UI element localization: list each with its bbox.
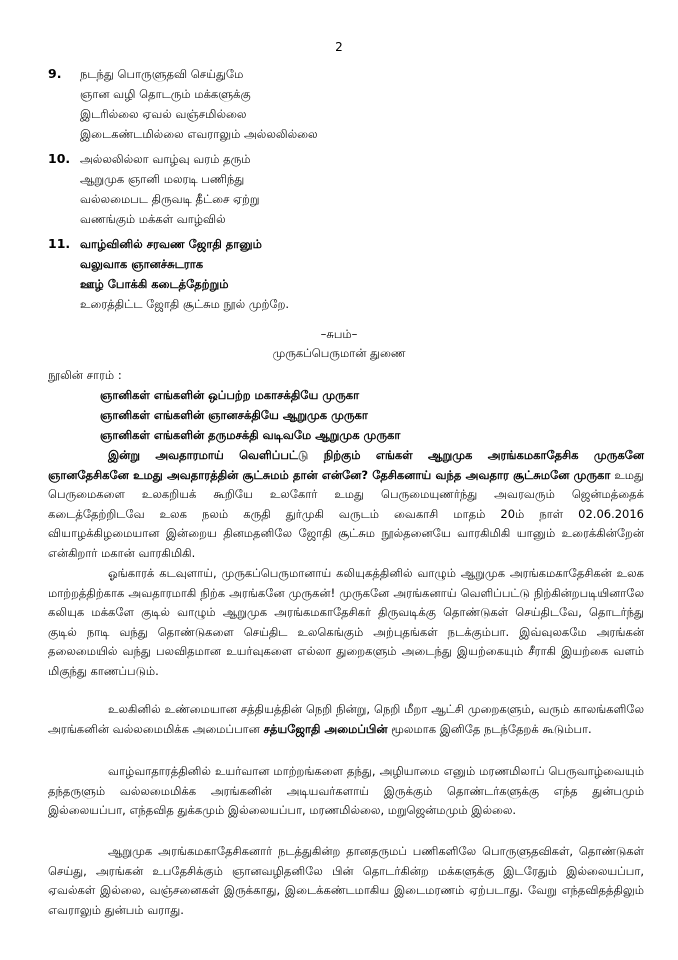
verse-line: ஞான வழி தொடரும் மக்களுக்கு xyxy=(80,87,251,101)
verse-line: அல்லலில்லா வாழ்வு வரம் தரும் xyxy=(80,152,251,166)
paragraph-4-text: வாழ்வாதாரத்தினில் உயர்வான மாற்றங்களை தந்து, அழியாமை எனும் மரணமிலாப் பெருவாழ்வையும் தந்தருளும் வல்லமைமிக்க அரங்கனின் அடியவர்களாய் இருக்கும் தொண்டர்களுக்கு எந்த துன்பமும் இல்லையப்பா, எந்தவித துக்கமும் இல்லையப்பா, மரணமில்லை, மறுஜென்மமும் இல்லை. xyxy=(48,764,644,818)
paragraph-5 xyxy=(48,842,644,920)
blessing-line: முருகப்பெருமான் துணை xyxy=(272,346,406,360)
summary-bold-line: ஞானிகள் எங்களின் தருமசக்தி வடிவமே ஆறுமுக முருகா xyxy=(100,428,401,442)
paragraph-3-before: உலகினில் உண்மையான சத்தியத்தின் நெறி நின்று, நெறி மீறா ஆட்சி முறைகளும், வரும் காலங்களிலே அரங்கனின் வல்லமைமிக்க அமைப்பான xyxy=(48,702,644,736)
summary-bold-line: ஞானிகள் எங்களின் ஞானசக்தியே ஆறுமுக முருகா xyxy=(100,408,368,422)
verse-number: 10. xyxy=(48,151,71,166)
verse-number: 9. xyxy=(48,66,62,81)
paragraph-2-text: ஓங்காரக் கடவுளாய், முருகப்பெருமானாய் கலியுகத்தினில் வாழும் ஆறுமுக அரங்கமகாதேசிகன் உலக மாற்றத்திற்காக அவதாரமாகி நிற்க அரங்கனே முருகன்! முருகனே அரங்கனாய் வெளிப்பட்டு நிற்கின்றபடியினாலே கலியுக மக்களே குடில் வாழும் ஆறுமுக அரங்கமகாதேசிகர் திருவடிக்கு தொண்டுகள் செய்திடவே, தொடர்ந்து குடில் நாடி வந்து தொண்டுகளை செய்திட உலகெங்கும் அற்புதங்கள் நடக்கும்பா. இவ்வுலகமே அரங்கன் தலைமையில் வந்து பலவிதமான உயர்வுகளை எல்லா துறைகளும் அடைந்து இயற்கையும் சீராகி இயற்கை வளம் மிகுந்து காணப்படும். xyxy=(48,566,644,678)
paragraph-1 xyxy=(48,446,644,564)
paragraph-1-rest: உமது பெருமைகளை உலகறியக் கூறியே உலகோர் உமது பெருமையுணர்ந்து அவரவரும் ஜென்மத்தைக் கடைத்தேற்றிடவே உலக நலம் கருதி துர்முகி வருடம் வைகாசி மாதம் 20ம் நாள் 02.06.2016 வியாழக்கிழமையான இன்றைய தினமதனிலே ஜோதி சூட்சும நூல்தனையே வாரகிமிகி யானும் உரைக்கின்றேன் என்கிறார் மகான் வாரகிமிகி. xyxy=(48,467,644,560)
verse-line: இடைகண்டமில்லை எவராலும் அல்லலில்லை xyxy=(80,127,318,141)
verse-line: உரைத்திட்ட ஜோதி சூட்சும நூல் முற்றே. xyxy=(80,297,290,311)
verse-line-bold: வாழ்வினில் சரவண ஜோதி தானும் xyxy=(80,237,262,251)
paragraph-1-bold: இன்று அவதாரமாய் வெளிப்பட்டு நிற்கும் எங்கள் ஆறுமுக அரங்கமகாதேசிக முருகனே ஞானதேசிகனே உமது அவதாரத்தின் சூட்சுமம் தான் என்னே? தேசிகனாய் வந்த அவதார சூட்சுமனே முருகா xyxy=(48,448,644,482)
summary-title: நூலின் சாரம் : xyxy=(48,368,122,382)
paragraph-5-text: ஆறுமுக அரங்கமகாதேசிகனார் நடத்துகின்ற தானதருமப் பணிகளிலே பொருளுதவிகள், தொண்டுகள் செய்து, அரங்கன் உபதேசிக்கும் ஞானவழிதனிலே பின் தொடர்கின்ற மக்களுக்கு இடரேதும் இல்லையப்பா, ஏவல்கள் இல்லை, வஞ்சனைகள் இருக்காது, இடைக்கண்டமாகிய இடைமரணம் ஏற்படாது. வேறு எந்தவிதத்திலும் எவராலும் துன்பம் வராது. xyxy=(48,844,644,917)
verse-line-bold: வலுவாக ஞானச்சுடராக xyxy=(80,257,204,271)
verse-line: நடந்து பொருளுதவி செய்துமே xyxy=(80,67,244,81)
paragraph-3 xyxy=(48,700,644,739)
verse-line: வல்லமைபட திருவடி தீட்சை ஏற்று xyxy=(80,192,260,206)
paragraph-3-bold: சத்யஜோதி அமைப்பின் xyxy=(263,721,388,736)
verse-line: வணங்கும் மக்கள் வாழ்வில் xyxy=(80,212,226,226)
verse-number: 11. xyxy=(48,236,71,251)
paragraph-3-after: மூலமாக இனிதே நடந்தேறக் கூடும்பா. xyxy=(387,721,592,736)
verse-line: ஆறுமுக ஞானி மலரடி பணிந்து xyxy=(80,172,245,186)
page-number: 2 xyxy=(335,40,343,54)
paragraph-2 xyxy=(48,564,644,682)
summary-bold-line: ஞானிகள் எங்களின் ஒப்பற்ற மகாசக்தியே முருகா xyxy=(100,388,360,402)
verse-line: இடரில்லை ஏவல் வஞ்சமில்லை xyxy=(80,107,247,121)
verse-line-bold: ஊழ் போக்கி கடைத்தேற்றும் xyxy=(80,277,229,291)
paragraph-4 xyxy=(48,762,644,821)
subham-mark: –சுபம்– xyxy=(320,327,358,341)
